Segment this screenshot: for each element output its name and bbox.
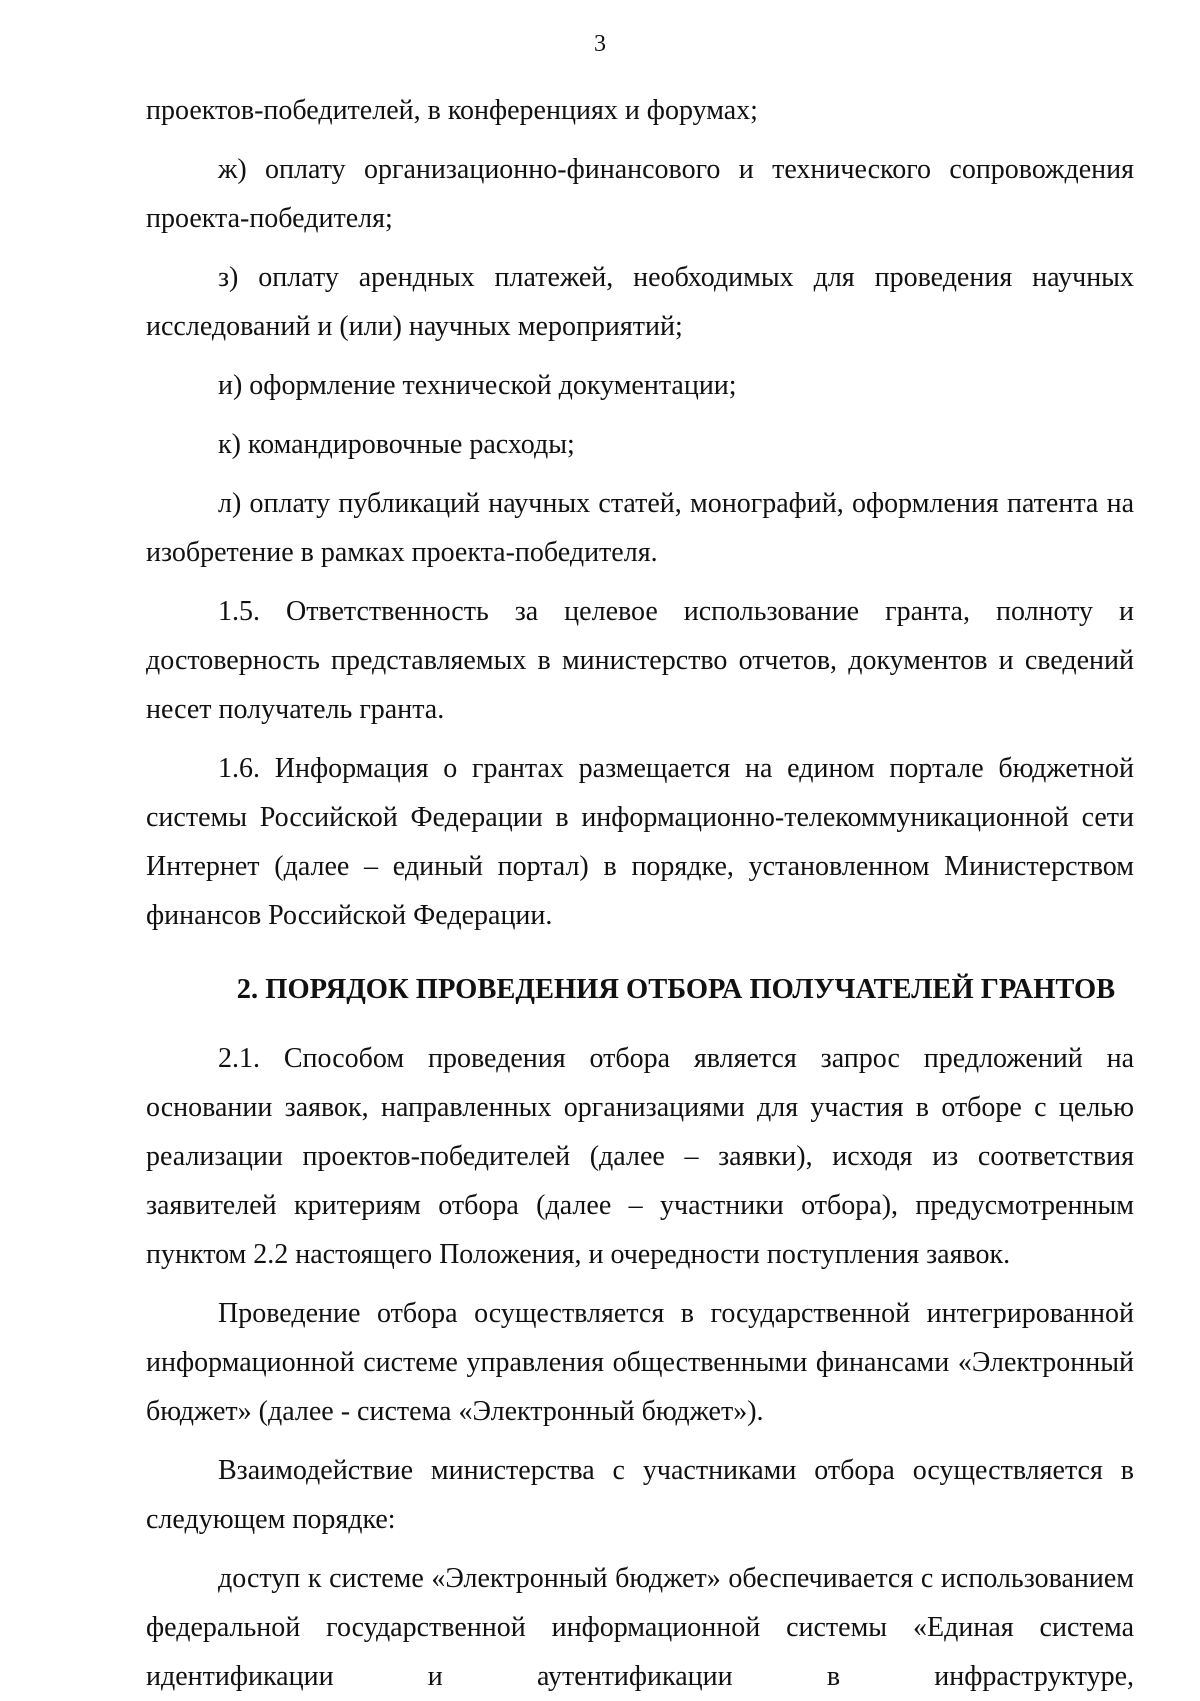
section-heading: 2. ПОРЯДОК ПРОВЕДЕНИЯ ОТБОРА ПОЛУЧАТЕЛЕЙ ГРАНТОВ (236, 974, 1116, 1005)
paragraph: доступ к системе «Электронный бюджет» обеспечивается с использованием федеральной государственной информационной системы «Единая система идентификации и аутентификации в инфраструктуре, (146, 1563, 1134, 1692)
document-body (146, 86, 1134, 1701)
page-number: 3 (594, 31, 606, 57)
paragraph: Проведение отбора осуществляется в государственной интегрированной информационной системе управления общественными финансами «Электронный бюджет» (далее - система «Электронный бюджет»). (146, 1298, 1134, 1427)
paragraph: л) оплату публикаций научных статей, монографий, оформления патента на изобретение в рамках проекта-победителя. (146, 488, 1134, 568)
paragraph: к) командировочные расходы; (218, 429, 575, 460)
paragraph: и) оформление технической документации; (218, 370, 737, 401)
paragraph: 1.5. Ответственность за целевое использование гранта, полноту и достоверность представляемых в министерство отчетов, документов и сведений несет получатель гранта. (146, 596, 1134, 725)
paragraph: ж) оплату организационно-финансового и технического сопровождения проекта-победителя; (146, 154, 1134, 234)
paragraph: з) оплату арендных платежей, необходимых для проведения научных исследований и (или) научных мероприятий; (146, 262, 1134, 342)
paragraph: 2.1. Способом проведения отбора является запрос предложений на основании заявок, направленных организациями для участия в отборе с целью реализации проектов-победителей (далее – заявки), исходя из соответствия заявителей критериям отбора (далее – участники отбора), предусмотренным пунктом 2.2 настоящего Положения, и очередности поступления заявок. (146, 1043, 1134, 1270)
paragraph: проектов-победителей, в конференциях и форумах; (146, 95, 758, 126)
paragraph: 1.6. Информация о грантах размещается на едином портале бюджетной системы Российской Федерации в информационно-телекоммуникационной сети Интернет (далее – единый портал) в порядке, установленном Министерством финансов Российской Федерации. (146, 753, 1134, 931)
paragraph: Взаимодействие министерства с участниками отбора осуществляется в следующем порядке: (146, 1455, 1134, 1535)
